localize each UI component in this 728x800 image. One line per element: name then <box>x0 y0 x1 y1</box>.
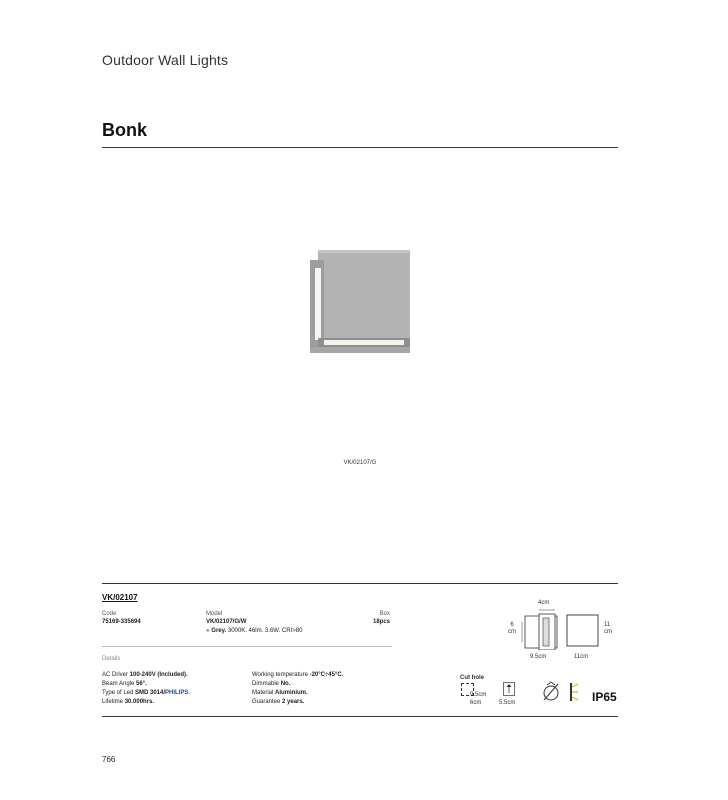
model-value: VK/02107/G/W <box>206 619 247 625</box>
guarantee-value: 2 years. <box>282 699 305 705</box>
depth-top-label: 4cm <box>538 600 550 606</box>
photo-caption: VK/02107/G <box>343 460 377 466</box>
driver-line <box>102 671 190 680</box>
lifetime-value: 30.000hrs. <box>124 699 155 705</box>
beam-value: 56°. <box>136 681 147 687</box>
variant-desc: 3000K. 46lm. 3.6W. CRI>80 <box>227 628 303 634</box>
cut-hole-label: Cut hole <box>460 675 484 681</box>
beam-prefix: Beam Angle <box>102 681 137 687</box>
variant-bullet: ● <box>206 628 210 634</box>
variant-line <box>206 628 302 634</box>
cut-height-label: 6cm <box>470 700 482 706</box>
side-height-unit: cm <box>508 629 516 635</box>
side-profile-icon <box>519 608 559 650</box>
side-height-label <box>507 622 517 636</box>
cut-width-label: 9.5cm <box>470 692 487 698</box>
spec-divider <box>102 583 618 584</box>
box-value: 18pcs <box>372 619 390 625</box>
dimmable-value: No. <box>280 681 291 687</box>
front-view-icon <box>566 614 600 648</box>
led-value: SMD 3014/ <box>135 690 166 696</box>
led-brand: PHILIPS <box>165 690 189 696</box>
led-prefix: Type of Led <box>102 690 136 696</box>
front-height-num: 11 <box>604 622 611 628</box>
light-direction-icon <box>569 681 579 703</box>
header-divider <box>102 147 618 148</box>
category-title: Outdoor Wall Lights <box>102 52 229 68</box>
page-number: 766 <box>102 755 116 764</box>
model-label: Model <box>206 611 223 617</box>
lifetime-line <box>102 698 190 707</box>
details-divider <box>102 646 392 647</box>
front-height-unit: cm <box>604 629 612 635</box>
dimmable-line <box>252 680 343 689</box>
recess-depth-icon <box>503 682 515 696</box>
footer-divider <box>102 716 618 717</box>
led-line <box>102 689 190 698</box>
product-title: Bonk <box>102 120 147 140</box>
side-height-num: 6 <box>510 622 514 628</box>
product-image <box>310 250 410 355</box>
ip-rating: IP65 <box>592 690 617 704</box>
temp-value: -20°C÷45°C. <box>309 672 344 678</box>
side-width-label: 9.5cm <box>530 654 547 660</box>
material-prefix: Material <box>252 690 276 696</box>
front-width-label: 11cm <box>574 654 589 660</box>
beam-line <box>102 680 190 689</box>
code-value: 75169-335694 <box>102 619 141 625</box>
driver-prefix: AC Driver <box>102 672 130 678</box>
recess-depth-label: 5.5cm <box>499 700 516 706</box>
temp-prefix: Working temperature <box>252 672 310 678</box>
guarantee-prefix: Guarantee <box>252 699 283 705</box>
variant-name: Grey. <box>211 628 227 634</box>
box-label: Box <box>379 611 390 617</box>
code-label: Code <box>102 611 117 617</box>
driver-value: 100-240V (Included). <box>129 672 188 678</box>
product-code-title: VK/02107 <box>102 593 138 602</box>
details-right <box>252 671 343 707</box>
lifetime-prefix: Lifetime <box>102 699 125 705</box>
material-value: Aluminium. <box>275 690 308 696</box>
material-line <box>252 689 343 698</box>
details-left <box>102 671 190 707</box>
beam-angle-icon <box>540 681 562 703</box>
front-height-label <box>604 622 612 636</box>
guarantee-line <box>252 698 343 707</box>
temp-line <box>252 671 343 680</box>
details-label: Details <box>102 656 121 662</box>
led-suffix: . <box>188 690 191 696</box>
dimmable-prefix: Dimmable <box>252 681 281 687</box>
